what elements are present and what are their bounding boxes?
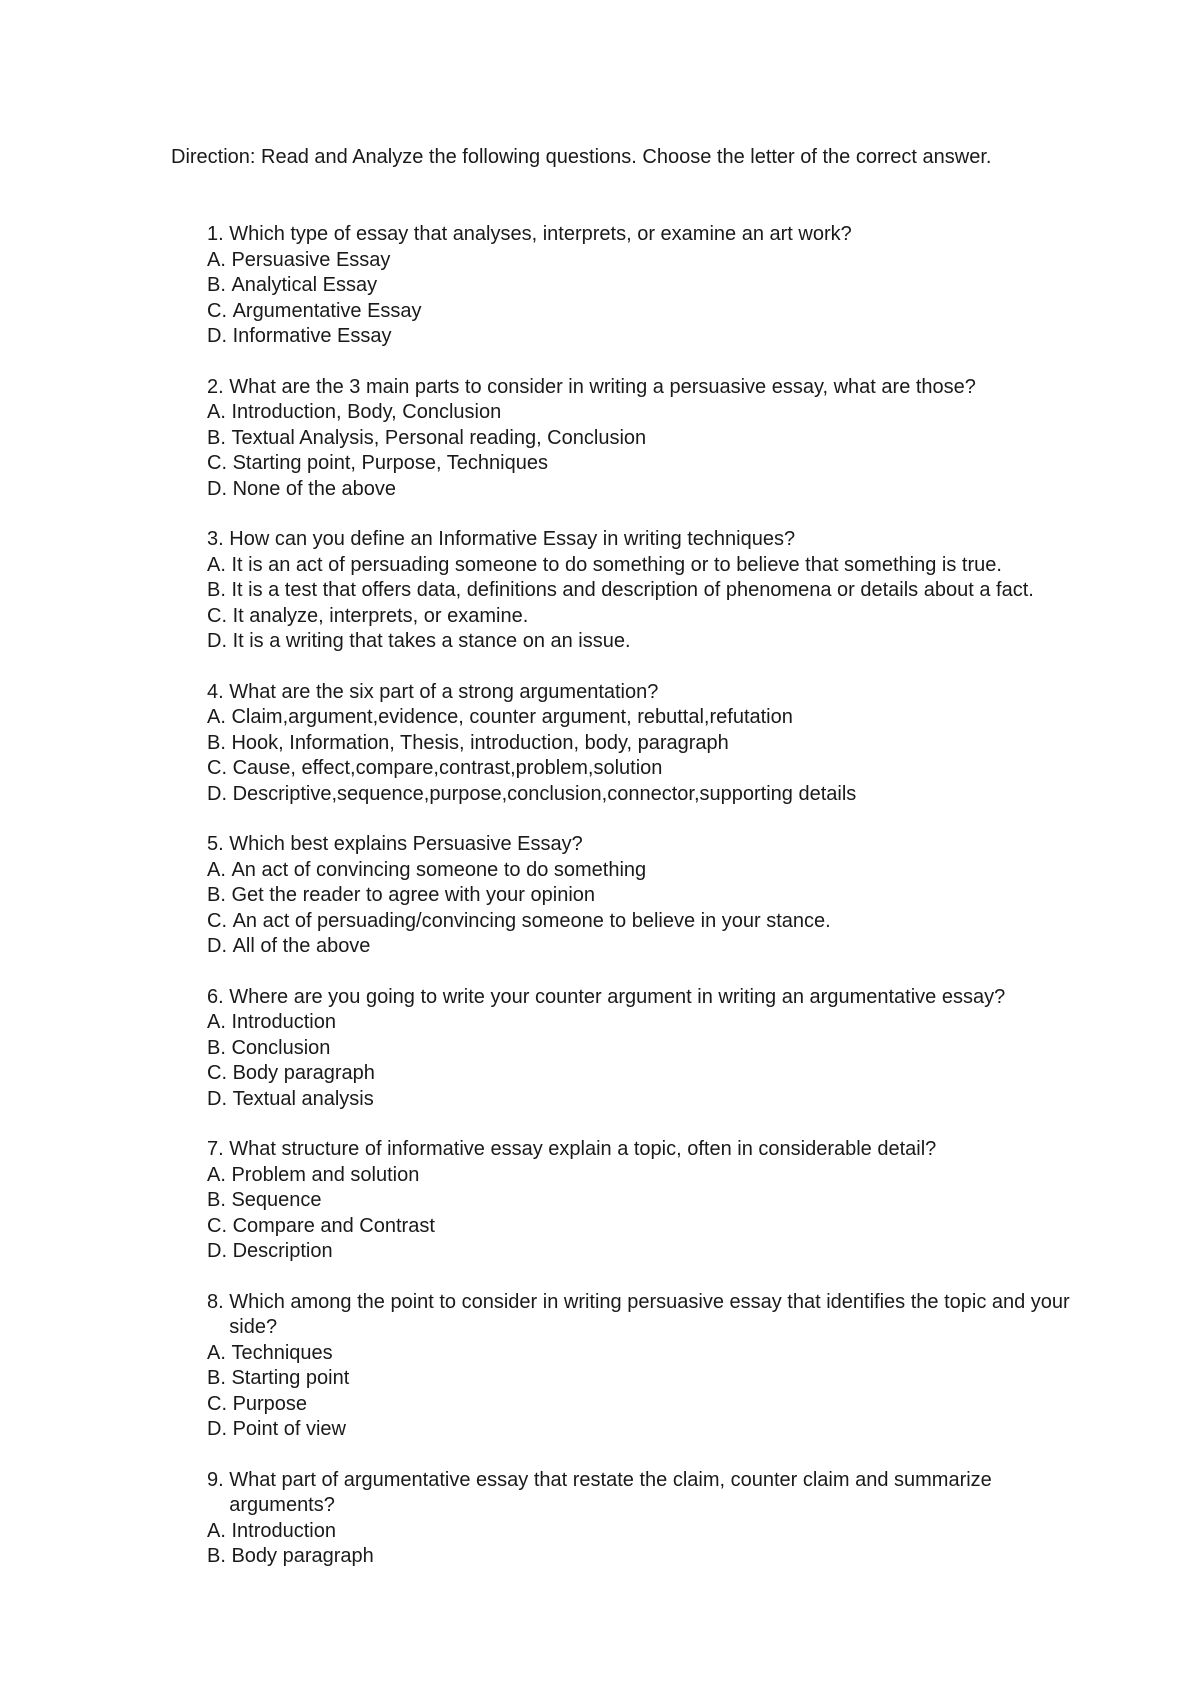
choice-text: Cause, effect,compare,contrast,problem,solution — [232, 757, 663, 779]
choice-text: It is an act of persuading someone to do something or to believe that something is true. — [231, 553, 1002, 576]
choice-letter: A. — [207, 553, 232, 576]
question-number: 8. — [207, 1290, 230, 1313]
choice-text: Introduction — [231, 1519, 336, 1542]
choice-item — [207, 934, 1087, 960]
choice-item — [207, 909, 1087, 935]
choice-list — [207, 1519, 1087, 1570]
choice-item — [207, 705, 1087, 731]
choice-letter: C. — [207, 757, 233, 779]
question-prompt — [207, 375, 1087, 401]
choice-text: It analyze, interprets, or examine. — [232, 604, 529, 627]
question-item — [207, 527, 1087, 655]
question-prompt — [207, 1468, 1087, 1519]
choice-text: Sequence — [231, 1189, 322, 1211]
choice-letter: B. — [207, 426, 232, 449]
choice-item — [207, 1519, 1087, 1545]
question-item — [207, 1290, 1087, 1443]
choice-list — [207, 553, 1087, 655]
choice-text: Point of view — [232, 1418, 346, 1440]
question-item — [207, 375, 1087, 503]
choice-item — [207, 324, 1087, 350]
question-text: What are the six part of a strong argumentation? — [229, 680, 659, 703]
choice-letter: C. — [207, 452, 233, 474]
choice-letter: D. — [207, 325, 233, 347]
choice-letter: B. — [207, 1189, 232, 1211]
choice-list — [207, 858, 1087, 960]
choice-item — [207, 1010, 1087, 1036]
question-text: Where are you going to write your counter argument in writing an argumentative essay? — [229, 985, 1006, 1008]
choice-text: Body paragraph — [232, 1062, 375, 1084]
question-item — [207, 1468, 1087, 1570]
choice-text: Description — [232, 1240, 333, 1262]
choice-letter: B. — [207, 731, 232, 754]
question-text: Which best explains Persuasive Essay? — [229, 833, 583, 855]
choice-item — [207, 426, 1087, 452]
question-text: What part of argumentative essay that restate the claim, counter claim and summarize arguments? — [229, 1468, 992, 1516]
question-number: 7. — [207, 1138, 230, 1160]
choice-item — [207, 1417, 1087, 1443]
question-number: 6. — [207, 985, 230, 1008]
question-text: What are the 3 main parts to consider in writing a persuasive essay, what are those? — [229, 375, 976, 398]
choice-letter: A. — [207, 1519, 232, 1542]
choice-text: Textual Analysis, Personal reading, Conclusion — [231, 426, 647, 449]
choice-list — [207, 1163, 1087, 1265]
choice-letter: B. — [207, 1367, 232, 1389]
question-item — [207, 985, 1087, 1113]
choice-item — [207, 1214, 1087, 1240]
choice-letter: B. — [207, 884, 232, 906]
question-prompt — [207, 680, 1087, 706]
choice-text: Informative Essay — [232, 325, 392, 347]
choice-item — [207, 858, 1087, 884]
choice-item — [207, 400, 1087, 426]
choice-text: Compare and Contrast — [232, 1214, 435, 1237]
choice-list — [207, 1341, 1087, 1443]
question-number: 1. — [207, 223, 230, 245]
choice-list — [207, 705, 1087, 807]
question-number: 2. — [207, 375, 230, 398]
choice-letter: D. — [207, 630, 233, 652]
question-prompt — [207, 985, 1087, 1011]
choice-item — [207, 1392, 1087, 1418]
question-number: 3. — [207, 528, 230, 550]
choice-list — [207, 248, 1087, 350]
choice-letter: D. — [207, 782, 233, 805]
question-number: 9. — [207, 1468, 230, 1491]
question-prompt — [207, 527, 1087, 553]
choice-item — [207, 731, 1087, 757]
choice-item — [207, 1163, 1087, 1189]
choice-text: Analytical Essay — [231, 274, 378, 296]
choice-list — [207, 1010, 1087, 1112]
choice-text: Persuasive Essay — [231, 248, 391, 271]
choice-letter: A. — [207, 858, 232, 881]
choice-letter: C. — [207, 1214, 233, 1237]
choice-letter: D. — [207, 1240, 233, 1262]
choice-text: Starting point — [231, 1367, 350, 1389]
choice-text: Claim,argument,evidence, counter argument, rebuttal,refutation — [231, 706, 793, 728]
question-text: Which among the point to consider in writing persuasive essay that identifies the topic and your side? — [229, 1290, 1070, 1338]
choice-letter: C. — [207, 299, 233, 322]
choice-item — [207, 1341, 1087, 1367]
choice-text: An act of convincing someone to do something — [231, 858, 647, 881]
choice-item — [207, 1188, 1087, 1214]
choice-text: It is a writing that takes a stance on an issue. — [232, 630, 631, 652]
choice-text: Introduction, Body, Conclusion — [231, 401, 502, 423]
choice-text: Textual analysis — [232, 1087, 374, 1110]
choice-text: All of the above — [232, 935, 371, 957]
choice-text: Introduction — [231, 1011, 336, 1033]
choice-item — [207, 477, 1087, 503]
choice-text: Conclusion — [231, 1036, 331, 1059]
choice-text: Starting point, Purpose, Techniques — [232, 452, 548, 474]
choice-item — [207, 273, 1087, 299]
choice-text: None of the above — [232, 477, 397, 500]
question-prompt — [207, 1137, 1087, 1163]
choice-text: Get the reader to agree with your opinion — [231, 884, 596, 906]
choice-text: Problem and solution — [231, 1163, 420, 1186]
choice-letter: B. — [207, 274, 232, 296]
question-text: Which type of essay that analyses, interprets, or examine an art work? — [229, 223, 852, 245]
choice-text: Descriptive,sequence,purpose,conclusion,connector,supporting details — [232, 782, 857, 805]
choice-letter: C. — [207, 1062, 233, 1084]
choice-text: Techniques — [231, 1341, 333, 1364]
choice-text: Hook, Information, Thesis, introduction, body, paragraph — [231, 731, 729, 754]
question-text: What structure of informative essay explain a topic, often in considerable detail? — [229, 1138, 937, 1160]
question-number: 4. — [207, 680, 230, 703]
question-number: 5. — [207, 833, 230, 855]
choice-text: An act of persuading/convincing someone to believe in your stance. — [232, 909, 831, 932]
choice-letter: A. — [207, 401, 232, 423]
choice-item — [207, 1036, 1087, 1062]
direction-text: Direction: Read and Analyze the following questions. Choose the letter of the correct answer. — [171, 146, 992, 168]
question-text: How can you define an Informative Essay in writing techniques? — [229, 528, 796, 550]
choice-letter: C. — [207, 604, 233, 627]
question-prompt — [207, 832, 1087, 858]
choice-item — [207, 1544, 1087, 1570]
choice-text: It is a test that offers data, definitions and description of phenomena or details about a fact. — [231, 579, 1034, 601]
question-item — [207, 222, 1087, 350]
question-item — [207, 680, 1087, 808]
choice-text: Body paragraph — [231, 1545, 374, 1567]
choice-letter: D. — [207, 935, 233, 957]
choice-item — [207, 1087, 1087, 1113]
choice-item — [207, 1061, 1087, 1087]
choice-letter: C. — [207, 909, 233, 932]
choice-item — [207, 578, 1087, 604]
choice-item — [207, 248, 1087, 274]
choice-list — [207, 400, 1087, 502]
choice-text: Argumentative Essay — [232, 299, 422, 322]
choice-item — [207, 1366, 1087, 1392]
choice-letter: A. — [207, 1163, 232, 1186]
choice-item — [207, 451, 1087, 477]
question-prompt — [207, 222, 1087, 248]
choice-letter: A. — [207, 1011, 232, 1033]
choice-item — [207, 1239, 1087, 1265]
choice-letter: B. — [207, 579, 232, 601]
question-item — [207, 1137, 1087, 1265]
question-prompt — [207, 1290, 1087, 1341]
question-list — [207, 222, 1087, 1595]
choice-item — [207, 553, 1087, 579]
choice-letter: B. — [207, 1036, 232, 1059]
choice-letter: A. — [207, 706, 232, 728]
choice-item — [207, 629, 1087, 655]
choice-letter: A. — [207, 248, 232, 271]
choice-letter: C. — [207, 1392, 233, 1415]
question-item — [207, 832, 1087, 960]
choice-item — [207, 883, 1087, 909]
choice-item — [207, 782, 1087, 808]
choice-letter: D. — [207, 477, 233, 500]
choice-letter: D. — [207, 1418, 233, 1440]
choice-text: Purpose — [232, 1392, 308, 1415]
choice-letter: D. — [207, 1087, 233, 1110]
choice-letter: A. — [207, 1341, 232, 1364]
choice-item — [207, 299, 1087, 325]
choice-letter: B. — [207, 1545, 232, 1567]
choice-item — [207, 604, 1087, 630]
choice-item — [207, 756, 1087, 782]
